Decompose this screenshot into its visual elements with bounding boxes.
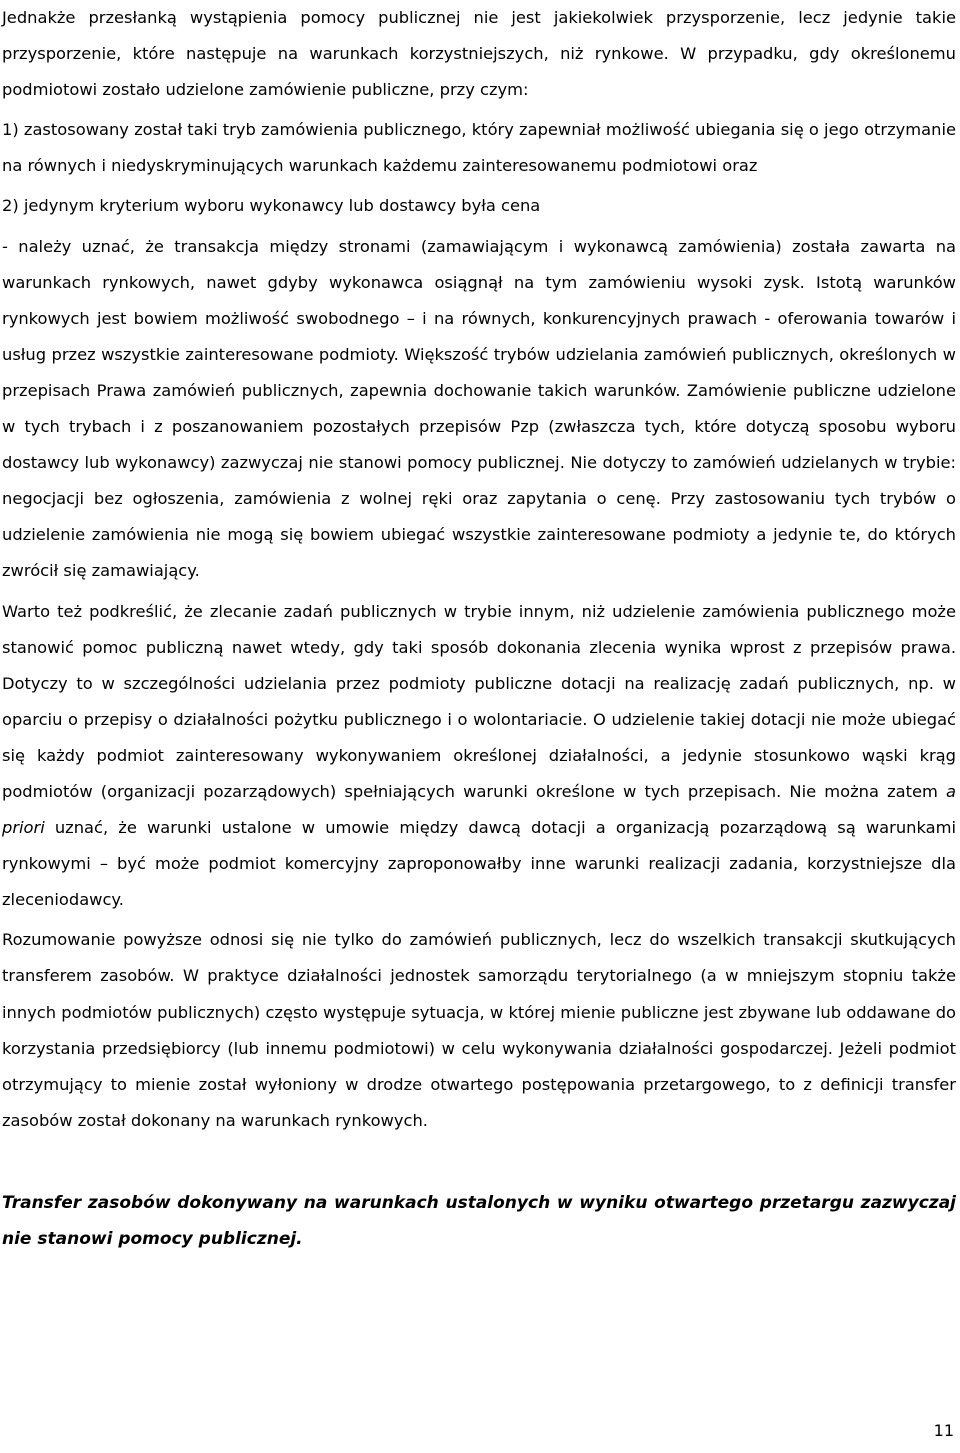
- condition-2: 2) jedynym kryterium wyboru wykonawcy lub dostawcy była cena: [2, 196, 541, 216]
- paragraph-subsidies: [2, 594, 956, 919]
- page-number: 11: [933, 1421, 954, 1440]
- paragraph-intro: Jednakże przesłanką wystąpienia pomocy publicznej nie jest jakiekolwiek przysporzenie, lecz jedynie takie przysporzenie, które następuje na warunkach korzystniejszych, niż rynkowe. W przypadku, gdy określonemu podmiotowi zostało udzielone zamówienie publiczne, przy czym:: [2, 8, 956, 100]
- paragraph-market-conditions: - należy uznać, że transakcja między stronami (zamawiającym i wykonawcą zamówienia) została zawarta na warunkach rynkowych, nawet gdyby wykonawca osiągnął na tym zamówieniu wysoki zysk. Istotą warunków rynkowych jest bowiem możliwość swobodnego – i na równych, konkurencyjnych prawach - oferowania towarów i usług przez wszystkie zainteresowane podmioty. Większość trybów udzielania zamówień publicznych, określonych w przepisach Prawa zamówień publicznych, zapewnia dochowanie takich warunków. Zamówienie publiczne udzielone w tych trybach i z poszanowaniem pozostałych przepisów Pzp (zwłaszcza tych, które dotyczą sposobu wyboru dostawcy lub wykonawcy) zazwyczaj nie stanowi pomocy publicznej. Nie dotyczy to zamówień udzielanych w trybie: negocjacji bez ogłoszenia, zamówienia z wolnej ręki oraz zapytania o cenę. Przy zastosowaniu tych trybów o udzielenie zamówienia nie mogą się bowiem ubiegać wszystkie zainteresowane podmioty a jedynie te, do których zwrócił się zamawiający.: [2, 236, 956, 581]
- paragraph-subsidies-text-2: uznać, że warunki ustalone w umowie między dawcą dotacji a organizacją pozarządową są warunkami rynkowymi – być może podmiot komercyjny zaproponowałby inne warunki realizacji zadania, korzystniejsze dla zleceniodawcy.: [2, 818, 956, 910]
- paragraph-subsidies-text-1: Warto też podkreślić, że zlecanie zadań publicznych w trybie innym, niż udzielenie zamówienia publicznego może stanowić pomoc publiczną nawet wtedy, gdy taki sposób dokonania zlecenia wynika wprost z przepisów prawa. Dotyczy to w szczególności udzielania przez podmioty publiczne dotacji na realizację zadań publicznych, np. w oparciu o przepisy o działalności pożytku publicznego i o wolontariacie. O udzielenie takiej dotacji nie może ubiegać się każdy podmiot zainteresowany wykonywaniem określonej działalności, a jedynie stosunkowo wąski krąg podmiotów (organizacji pozarządowych) spełniających warunki określone w tych przepisach. Nie można zatem: [2, 601, 956, 801]
- a-priori-italic: a priori: [2, 781, 956, 838]
- document-page: [2, 0, 956, 1257]
- paragraph-resource-transfer: Rozumowanie powyższe odnosi się nie tylko do zamówień publicznych, lecz do wszelkich transakcji skutkujących transferem zasobów. W praktyce działalności jednostek samorządu terytorialnego (a w mniejszym stopniu także innych podmiotów publicznych) często występuje sytuacja, w której mienie publiczne jest zbywane lub oddawane do korzystania przedsiębiorcy (lub innemu podmiotowi) w celu wykonywania działalności gospodarczej. Jeżeli podmiot otrzymujący to mienie został wyłoniony w drodze otwartego postępowania przetargowego, to z definicji transfer zasobów został dokonany na warunkach rynkowych.: [2, 930, 956, 1130]
- conclusion-statement: Transfer zasobów dokonywany na warunkach ustalonych w wyniku otwartego przetargu zazwyczaj nie stanowi pomocy publicznej.: [2, 1192, 956, 1249]
- condition-1: 1) zastosowany został taki tryb zamówienia publicznego, który zapewniał możliwość ubiegania się o jego otrzymanie na równych i niedyskryminujących warunkach każdemu zainteresowanemu podmiotowi oraz: [2, 120, 956, 176]
